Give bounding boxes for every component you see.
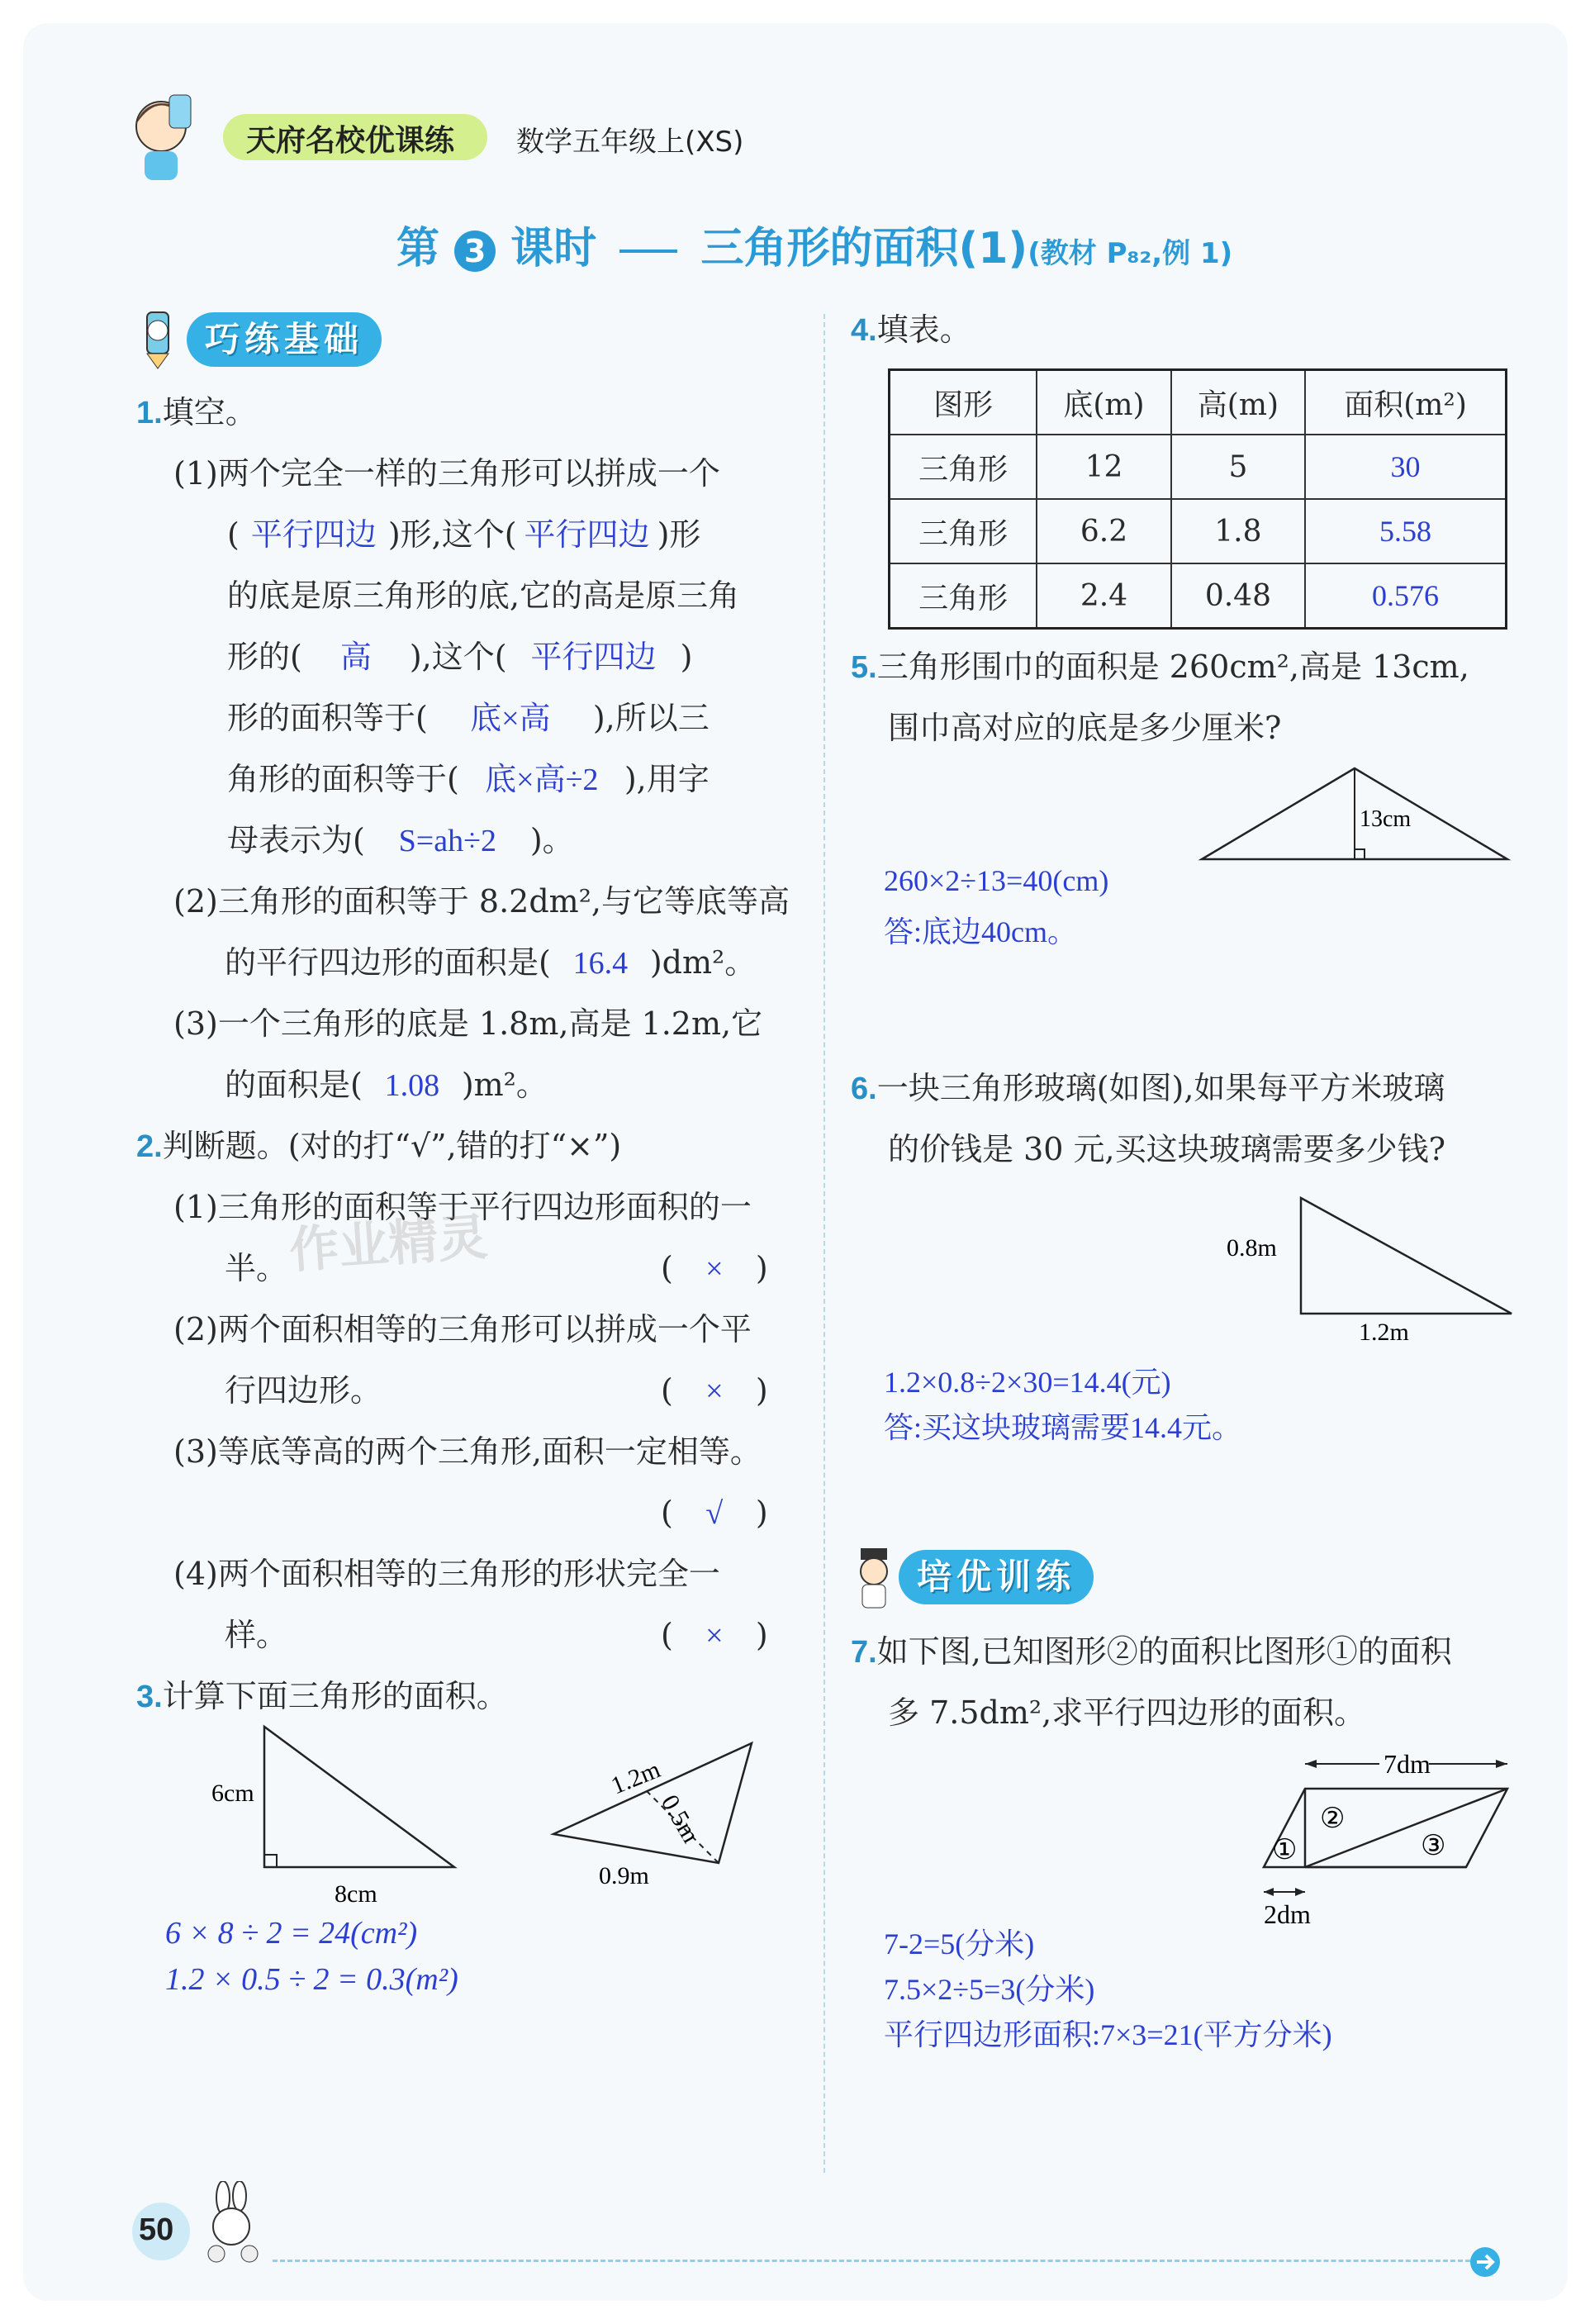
judge-answer: ×	[705, 1618, 724, 1653]
brand-badge	[223, 114, 487, 160]
answer-blank: 底×高	[470, 701, 551, 736]
judge-answer: ×	[705, 1374, 724, 1409]
q7-answer-2: 7.5×2÷5=3(分米)	[884, 1973, 1095, 2006]
q2-item4-answer	[661, 1604, 793, 1666]
paren: )	[755, 1495, 768, 1531]
q6-figure	[1222, 1190, 1520, 1347]
region-1-label: ①	[1272, 1835, 1298, 1865]
region-3-label: ③	[1421, 1831, 1446, 1861]
arrow-next-icon	[1469, 2246, 1502, 2279]
table-cell: 6.2	[1037, 499, 1170, 563]
right-angle-mark	[264, 1855, 277, 1867]
q7-line1	[851, 1621, 1452, 1683]
q4-text: 填表。	[876, 311, 971, 348]
answer-blank: 平行四边	[250, 518, 377, 553]
text: (	[227, 516, 240, 553]
table-answer-cell: 5.58	[1305, 499, 1506, 563]
q7-figure	[1222, 1743, 1520, 1933]
answer-blank: 16.4	[572, 946, 629, 981]
fig1-height-label: 6cm	[211, 1780, 254, 1807]
q1-p1-line2	[227, 504, 700, 566]
fig1-base-label: 8cm	[335, 1880, 377, 1908]
answer-blank: 平行四边	[524, 518, 650, 553]
mascot-rabbit-icon	[198, 2181, 273, 2264]
q2-number: 2.	[136, 1129, 163, 1164]
q1-p1-line4	[227, 626, 692, 688]
paren: )	[755, 1617, 768, 1653]
text: 母表示为(	[227, 822, 365, 858]
text: ),这个(	[409, 639, 507, 675]
q7-line2: 多 7.5dm²,求平行四边形的面积。	[888, 1694, 1366, 1731]
q7-answer-3: 平行四边形面积:7×3=21(平方分米)	[884, 2018, 1332, 2051]
section-basic: 巧练基础	[187, 312, 382, 367]
arrow-right-icon	[1496, 1760, 1507, 1768]
q2-item3-line1: (3)等底等高的两个三角形,面积一定相等。	[173, 1433, 762, 1470]
q6-number: 6.	[851, 1072, 877, 1106]
page-title	[396, 213, 1232, 275]
arrow-left-icon	[1305, 1760, 1317, 1768]
paren: (	[661, 1372, 673, 1409]
q2-item3-answer	[661, 1482, 793, 1544]
q2-item2-answer	[661, 1360, 793, 1422]
q7-answer-1: 7-2=5(分米)	[884, 1927, 1035, 1960]
q1-p1-line7	[227, 810, 574, 872]
judge-answer: √	[705, 1496, 724, 1531]
q2-item2-line1: (2)两个面积相等的三角形可以拼成一个平	[173, 1311, 752, 1347]
parallelogram	[1264, 1789, 1507, 1867]
q2-item4-line2: 样。	[225, 1617, 288, 1653]
lesson-number: 3	[454, 230, 496, 272]
title-dash	[619, 250, 677, 253]
answer-blank: 平行四边	[530, 640, 657, 675]
text: )形	[657, 516, 701, 553]
text: ),用字	[624, 761, 710, 797]
text: )。	[529, 822, 574, 858]
q2-text: 判断题。(对的打“√”,错的打“×”)	[162, 1128, 622, 1164]
table-row	[890, 499, 1507, 563]
q6-text: 一块三角形玻璃(如图),如果每平方米玻璃	[876, 1070, 1445, 1106]
q7-text: 如下图,已知图形②的面积比图形①的面积	[876, 1633, 1452, 1670]
q6-base-label: 1.2m	[1359, 1319, 1409, 1346]
region-2-label: ②	[1320, 1804, 1346, 1834]
q5-line1	[851, 636, 1469, 698]
q7-bottom-label: 2dm	[1264, 1899, 1311, 1929]
q2-item1-answer	[661, 1238, 793, 1300]
q3-figures	[198, 1718, 793, 1908]
lesson-suffix: 课时	[510, 224, 597, 273]
table-header: 图形	[890, 370, 1037, 435]
subject-label: 数学五年级上(XS)	[516, 126, 744, 159]
q2-item4-line1: (4)两个面积相等的三角形的形状完全一	[173, 1556, 720, 1592]
q5-answer-1: 260×2÷13=40(cm)	[884, 864, 1109, 897]
arrow-right-icon	[1295, 1888, 1305, 1896]
table-cell: 12	[1037, 435, 1170, 499]
watermark: 作业精灵	[287, 1208, 490, 1281]
q2-title	[136, 1115, 621, 1177]
paren: )	[755, 1372, 768, 1409]
q6-line2: 的价钱是 30 元,买这块玻璃需要多少钱?	[888, 1131, 1445, 1167]
paren: (	[661, 1495, 673, 1531]
q6-answer-2: 答:买这块玻璃需要14.4元。	[884, 1411, 1242, 1444]
mascot-doctor-icon	[851, 1545, 897, 1611]
table-cell: 5	[1171, 435, 1305, 499]
textbook-ref: (教材 P₈₂,例 1)	[1028, 237, 1233, 270]
table-cell: 2.4	[1037, 563, 1170, 629]
q1-p1-line1: (1)两个完全一样的三角形可以拼成一个	[173, 455, 720, 492]
table-row	[890, 563, 1507, 629]
lesson-topic: 三角形的面积(1)	[700, 224, 1028, 273]
text: )	[680, 639, 693, 675]
q1-p2-line2	[225, 932, 756, 994]
text: 的面积是(	[225, 1067, 363, 1103]
q5-number: 5.	[851, 650, 877, 685]
arrow-left-icon	[1264, 1888, 1274, 1896]
q5-line2: 围巾高对应的底是多少厘米?	[888, 710, 1282, 746]
mascot-girl-icon	[124, 87, 198, 186]
q1-text: 填空。	[162, 394, 257, 430]
answer-blank: 底×高÷2	[485, 763, 599, 797]
q2-item1-line2: 半。	[225, 1250, 288, 1286]
text: 角形的面积等于(	[227, 761, 459, 797]
mascot-pencil-icon	[131, 307, 185, 370]
table-cell: 三角形	[890, 563, 1037, 629]
q6-line1	[851, 1057, 1445, 1119]
table-row	[890, 435, 1507, 499]
table-cell: 三角形	[890, 435, 1037, 499]
fig2-base-label: 0.9m	[599, 1862, 649, 1889]
right-triangle-6x8	[264, 1727, 454, 1867]
fig2-height-label: 0.5m	[655, 1790, 705, 1848]
lesson-prefix: 第	[396, 224, 440, 273]
paren: (	[661, 1250, 673, 1286]
table-cell: 三角形	[890, 499, 1037, 563]
q4-table	[888, 368, 1507, 630]
answer-blank: 高	[339, 640, 372, 675]
q5-text: 三角形围巾的面积是 260cm²,高是 13cm,	[876, 649, 1469, 685]
q1-p2-line1: (2)三角形的面积等于 8.2dm²,与它等底等高	[173, 883, 790, 920]
q6-height-label: 0.8m	[1227, 1234, 1277, 1262]
q5-answer-2: 答:底边40cm。	[884, 915, 1077, 948]
q7-number: 7.	[851, 1635, 877, 1670]
text: 形的(	[227, 639, 302, 675]
q3-text: 计算下面三角形的面积。	[162, 1678, 508, 1714]
fig2-side-label: 1.2m	[607, 1756, 665, 1800]
text: 形的面积等于(	[227, 700, 428, 736]
q5-figure	[1198, 760, 1512, 867]
q4-title	[851, 299, 971, 361]
q1-number: 1.	[136, 396, 163, 430]
q1-p1-line6	[227, 749, 710, 810]
table-answer-cell: 0.576	[1305, 563, 1506, 629]
paren: )	[755, 1250, 768, 1286]
q1-p3-line2	[225, 1054, 548, 1116]
q6-answer-1: 1.2×0.8÷2×30=14.4(元)	[884, 1366, 1171, 1399]
answer-blank: 1.08	[384, 1068, 440, 1103]
q5-height-label: 13cm	[1360, 806, 1412, 832]
q2-item2-line2: 行四边形。	[225, 1372, 382, 1409]
q1-p1-line5	[227, 687, 710, 749]
q1-p1-line3: 的底是原三角形的底,它的高是原三角	[227, 577, 740, 614]
footer-dotted-line	[273, 2260, 1470, 2262]
text: )dm²。	[649, 944, 757, 981]
section-advanced: 培优训练	[899, 1550, 1094, 1604]
q1-p3-line1: (3)一个三角形的底是 1.8m,高是 1.2m,它	[173, 1005, 763, 1042]
answer-blank: S=ah÷2	[398, 824, 496, 858]
text: )m²。	[461, 1067, 548, 1103]
paren: (	[661, 1617, 673, 1653]
text: 的平行四边形的面积是(	[225, 944, 551, 981]
text: ),所以三	[592, 700, 710, 736]
brand-name: 天府名校优课练	[246, 124, 455, 158]
table-header: 高(m)	[1171, 370, 1305, 435]
table-answer-cell: 30	[1305, 435, 1506, 499]
column-divider	[823, 314, 825, 2173]
q7-top-label: 7dm	[1384, 1749, 1431, 1779]
page-number-badge	[132, 2203, 190, 2260]
q1-title	[136, 382, 257, 444]
table-header-row	[890, 370, 1507, 435]
text: )形,这个(	[387, 516, 517, 553]
table-cell: 0.48	[1171, 563, 1305, 629]
table-header: 面积(m²)	[1305, 370, 1506, 435]
judge-answer: ×	[705, 1252, 724, 1286]
q4-number: 4.	[851, 313, 877, 348]
table-header: 底(m)	[1037, 370, 1170, 435]
q3-answer-1: 6 × 8 ÷ 2 = 24(cm²)	[165, 1916, 418, 1951]
page-number: 50	[139, 2212, 174, 2247]
q3-answer-2: 1.2 × 0.5 ÷ 2 = 0.3(m²)	[165, 1962, 458, 1997]
q3-number: 3.	[136, 1680, 163, 1714]
table-cell: 1.8	[1171, 499, 1305, 563]
right-angle-mark	[1355, 849, 1365, 859]
q2-item1-line1: (1)三角形的面积等于平行四边形面积的一	[173, 1189, 752, 1225]
glass-triangle	[1301, 1198, 1512, 1314]
